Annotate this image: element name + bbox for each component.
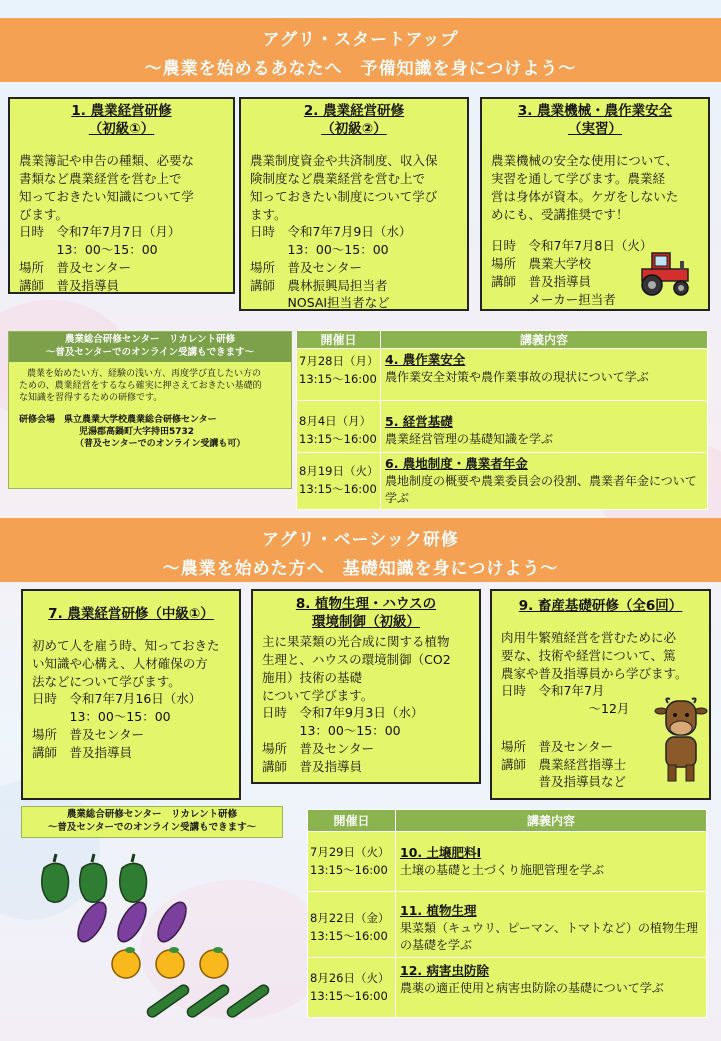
course-level: （初級②） — [321, 121, 387, 138]
table-row — [308, 892, 707, 958]
course-card-9 — [490, 589, 711, 800]
basic-banner-subtitle: ～農業を始めた方へ 基礎知識を身につけよう～ — [162, 559, 559, 579]
course-date: 日時 令和7年7月 — [501, 683, 605, 699]
table-row — [308, 832, 707, 892]
startup-banner-title: アグリ・スタートアップ — [262, 30, 459, 50]
course-title: 8. 植物生理・ハウスの — [295, 596, 437, 612]
course-place: 場所 普及センター — [250, 259, 363, 275]
course-lecturer-2: 普及指導員など — [501, 774, 627, 790]
citrus-icon — [112, 947, 228, 978]
lecture-title: 10. 土壌肥料Ⅰ — [400, 845, 482, 860]
course-lecturer-2: NOSAI担当者など — [250, 295, 390, 311]
course-date: 日時 令和7年7月7日（月） — [19, 224, 181, 240]
table-header-row — [297, 331, 708, 349]
info-header — [9, 332, 291, 362]
course-place: 場所 普及センター — [501, 738, 614, 754]
course-desc-line: 実習を通して学びます。農業経 — [491, 171, 666, 187]
lecture-title: 11. 植物生理 — [400, 903, 477, 918]
course-desc-line: 主に果菜類の光合成に関する植物 — [262, 634, 450, 650]
course-desc-line: 険制度など農業経営を営む上で — [250, 171, 426, 187]
lecture-title: 5. 経営基礎 — [385, 414, 453, 429]
course-desc-line: 初めて人を雇う時、知っておきた — [32, 638, 220, 654]
lecture-desc: 土壌の基礎と土づくり施肥管理を学ぶ — [400, 862, 605, 877]
course-desc-line: めにも、受講推奨です！ — [491, 206, 629, 222]
course-date: 日時 令和7年9月3日（水） — [262, 705, 424, 721]
course-title: 7. 農業経営研修（中級①） — [48, 606, 214, 622]
row-time: 13:15～16:00 — [310, 928, 388, 943]
course-place: 場所 農業大学校 — [491, 256, 592, 272]
table-row — [308, 958, 707, 1018]
course-lecturer-2: メーカー担当者 — [491, 291, 616, 307]
startup-banner-subtitle: ～農業を始めるあなたへ 予備知識を身につけよう～ — [144, 59, 577, 79]
recurrent-info-box-2 — [21, 806, 283, 846]
course-place: 場所 普及センター — [262, 740, 375, 756]
course-desc-line: 生理と、ハウスの環境制御（CO2 — [262, 652, 451, 668]
lecture-title: 6. 農地制度・農業者年金 — [385, 456, 528, 471]
info-header — [21, 806, 283, 838]
cow-icon — [654, 695, 708, 783]
row-date: 7月29日（火） — [310, 845, 390, 859]
lecture-title: 4. 農作業安全 — [385, 352, 466, 367]
course-desc-line: 営は身体が資本。ケガをしないた — [491, 188, 679, 204]
tractor-icon — [634, 249, 696, 297]
course-lecturer: 講師 農業経営指導士 — [501, 756, 627, 772]
course-desc-line: ます。 — [250, 206, 287, 222]
vegetables-illustration — [34, 848, 294, 1028]
info-header-subtitle: ～普及センターでのオンライン受講もできます～ — [45, 346, 255, 358]
table-row — [297, 453, 708, 510]
course-time: 13：00～15：00 — [250, 242, 389, 258]
row-time: 13:15～16:00 — [299, 371, 377, 386]
basic-banner-title: アグリ・ベーシック研修 — [262, 530, 459, 550]
course-title: 3. 農業機械・農作業安全 — [517, 103, 673, 119]
course-level: 環境制御（初級） — [312, 614, 420, 631]
table-row — [297, 349, 708, 401]
sweet-potato-icon — [72, 898, 191, 946]
row-time: 13:15～16:00 — [310, 988, 388, 1003]
lecture-desc: 農業経営管理の基礎知識を学ぶ — [385, 431, 554, 446]
row-time: 13:15～16:00 — [310, 862, 388, 877]
info-venue-note: （普及センターでのオンライン受講も可） — [75, 439, 246, 450]
course-card-1 — [8, 97, 235, 294]
course-desc-line: 農業機械の安全な使用について、 — [491, 153, 679, 169]
col-content-header: 講義内容 — [396, 810, 707, 832]
course-lecturer: 講師 農林振興局担当者 — [250, 277, 388, 293]
schedule-table-2 — [307, 809, 707, 1018]
row-date: 8月19日（火） — [299, 464, 379, 478]
course-lecturer: 講師 普及指導員 — [491, 273, 592, 289]
course-desc-line: 書類など農業経営を営む上で — [19, 171, 182, 187]
row-date: 8月26日（火） — [310, 971, 390, 985]
row-time: 13:15～16:00 — [299, 431, 377, 446]
course-desc-line: 知っておきたい制度について学び — [250, 188, 438, 204]
course-lecturer: 講師 普及指導員 — [262, 758, 363, 774]
col-content-header: 講義内容 — [381, 331, 708, 349]
col-date-header: 開催日 — [297, 331, 381, 349]
info-text-line: 農業を始めたい方、経験の浅い方、再度学び直したい方の — [27, 368, 262, 379]
info-header-title: 農業総合研修センター リカレント研修 — [66, 809, 238, 820]
row-date: 8月4日（月） — [299, 414, 372, 428]
course-date: 日時 令和7年7月8日（火） — [491, 238, 653, 254]
course-desc-line: 農業制度資金や共済制度、収入保 — [250, 153, 438, 169]
course-desc-line: びます。 — [19, 206, 69, 222]
lecture-desc: 農薬の適正使用と病害虫防除の基礎について学ぶ — [400, 980, 664, 995]
course-desc-line: 法などについて学びます。 — [32, 673, 181, 689]
info-venue-address: 児湯郡高鍋町大字持田5732 — [79, 427, 195, 438]
row-date: 8月22日（金） — [310, 911, 390, 925]
lecture-desc: 農作業安全対策や農作業事故の現状について学ぶ — [385, 369, 649, 384]
course-date: 日時 令和7年7月9日（水） — [250, 224, 412, 240]
course-level: （実習） — [568, 121, 622, 138]
startup-banner — [0, 18, 721, 82]
basic-banner — [0, 518, 721, 582]
course-time: 13：00～15：00 — [32, 709, 171, 725]
course-lecturer: 講師 普及指導員 — [19, 277, 120, 293]
col-date-header: 開催日 — [308, 810, 396, 832]
green-pepper-icon — [42, 854, 69, 902]
course-lecturer: 講師 普及指導員 — [32, 744, 133, 760]
info-header-subtitle: ～普及センターでのオンライン受講もできます～ — [47, 821, 257, 833]
course-desc-line: 要な、技術や経営について、篤 — [501, 647, 676, 663]
lecture-title: 12. 病害虫防除 — [400, 963, 489, 978]
table-row — [297, 401, 708, 453]
course-title: 9. 畜産基礎研修（全6回） — [518, 598, 683, 614]
green-pepper-icon — [80, 854, 107, 902]
course-place: 場所 普及センター — [32, 726, 145, 742]
course-desc-line: 施用）技術の基礎 — [262, 669, 363, 685]
course-desc-line: い知識や心構え、人材確保の方 — [32, 655, 208, 671]
info-header-title: 農業総合研修センター リカレント研修 — [64, 334, 236, 345]
course-desc-line: について学びます。 — [262, 687, 374, 703]
info-text-line: な知識を習得するための研修です。 — [19, 392, 163, 403]
schedule-table-1 — [296, 330, 708, 510]
row-time: 13:15～16:00 — [299, 481, 377, 496]
course-time: 13：00～15：00 — [19, 242, 158, 258]
course-date: 日時 令和7年7月16日（水） — [32, 691, 202, 707]
course-desc-line: 農業簿記や申告の種類、必要な — [19, 153, 195, 169]
row-date: 7月28日（月） — [299, 354, 379, 368]
recurrent-info-box — [8, 331, 292, 489]
course-place: 場所 普及センター — [19, 259, 132, 275]
info-text-line: ための、農業経営をするなら確実に押さえておきたい基礎的 — [19, 380, 262, 391]
course-desc-line: 肉用牛繁殖経営を営むために必 — [501, 630, 677, 646]
course-card-3 — [480, 97, 710, 311]
course-level: （初級①） — [88, 121, 155, 138]
lecture-desc: 果菜類（キュウリ、ピーマン、トマトなど）の植物生理の基礎を学ぶ — [400, 920, 698, 952]
course-card-8 — [251, 589, 481, 784]
course-card-7 — [21, 589, 241, 800]
course-card-2 — [239, 97, 469, 311]
course-time: 13：00～15：00 — [262, 723, 401, 739]
course-title: 2. 農業経営研修 — [303, 103, 405, 119]
cucumber-icon — [145, 983, 270, 1019]
course-desc-line: 農家や普及指導員から学びます。 — [501, 665, 688, 681]
lecture-desc: 農地制度の概要や農業委員会の役割、農業者年金について学ぶ — [385, 473, 697, 505]
course-title: 1. 農業経営研修 — [71, 103, 172, 119]
table-header-row — [308, 810, 707, 832]
course-desc-line: 知っておきたい知識について学 — [19, 188, 194, 204]
green-pepper-icon — [120, 854, 147, 902]
info-venue: 研修会場 県立農業大学校農業総合研修センター — [19, 415, 217, 426]
course-time: ～12月 — [501, 701, 630, 717]
